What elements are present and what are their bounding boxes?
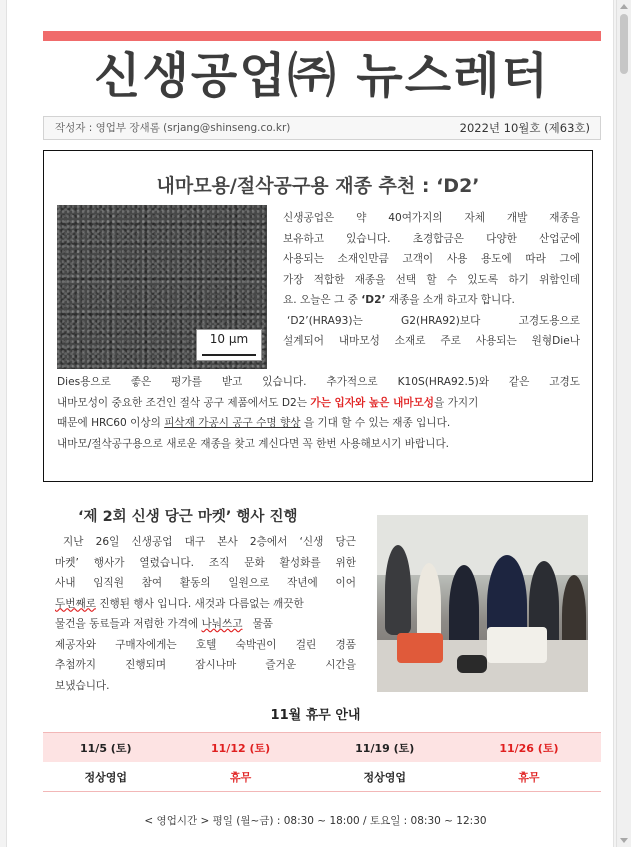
article-d2-text-full [57, 372, 580, 454]
scroll-up-icon[interactable] [620, 4, 628, 9]
text-line [55, 614, 356, 635]
holiday-status-row [43, 762, 601, 792]
holiday-date-cell: 11/12 (토) [169, 733, 313, 763]
text-line: 가장 적합한 재종을 선택 할 수 있도록 하기 위함인데 [283, 273, 580, 286]
text-line: 제공자와 구매자에게는 호텔 숙박권이 걸린 경품 [55, 638, 356, 651]
text-span: 을 가지기 [434, 396, 479, 409]
article-d2-text-wrap [283, 208, 580, 352]
text-line: Dies용으로 좋은 평가를 받고 있습니다. 추가적으로 K10S(HRA92.5)와 같은 고경도 [57, 376, 580, 388]
holiday-date-cell: 11/26 (토) [457, 733, 601, 763]
text-span: 요. 오늘은 그 중 [283, 294, 362, 306]
holiday-table [43, 732, 601, 792]
text-line: 신생공업은 약 40여가지의 자체 개발 재종을 [283, 212, 580, 224]
text-span: 때문에 HRC60 이상의 [57, 417, 165, 429]
newsletter-title: 신생공업㈜ 뉴스레터 [94, 48, 550, 104]
holiday-status-cell: 정상영업 [313, 762, 457, 792]
scrollbar-thumb[interactable] [620, 14, 628, 74]
text-line: 보유하고 있습니다. 초경합금은 다양한 산업군에 [283, 232, 580, 245]
text-line: 추첨까지 진행되며 잠시나마 즐거운 시간을 [55, 659, 356, 671]
text-span: 진행된 행사 입니다. 새것과 다름없는 깨끗한 [99, 597, 304, 610]
text-span: 내마모성이 중요한 조건인 절삭 공구 제품에서도 D2는 [57, 396, 311, 409]
wavy-text: 두번째로 [55, 597, 96, 610]
author-line: 작성자 : 영업부 장새롬 (srjang@shinseng.co.kr) [55, 122, 291, 134]
micrograph-image [57, 205, 267, 369]
text-line: 내마모/절삭공구용으로 새로운 재종을 찾고 계신다면 꼭 한번 사용해보시기 바랍니다. [57, 437, 450, 450]
wavy-text: 나눠쓰고 [201, 618, 243, 630]
article-market-title: ‘제 2회 신생 당근 마켓’ 행사 진행 [78, 509, 298, 525]
text-line: 마켓’ 행사가 열렸습니다. 조직 문화 활성화를 위한 [55, 556, 356, 569]
text-line [55, 594, 356, 615]
text-line: 사용되는 소재인만큼 고객이 사용 용도에 따라 그에 [283, 253, 580, 265]
holiday-heading: 11월 휴무 안내 [270, 708, 361, 723]
issue-number: 2022년 10월호 (제63호) [459, 121, 590, 135]
article-title: 내마모용/절삭공구용 재종 추천 : ‘D2’ [156, 175, 480, 197]
holiday-status-cell: 휴무 [169, 762, 313, 792]
text-span: 물건을 동료들과 저렴한 가격에 [55, 618, 199, 630]
text-span: 물품 [252, 618, 274, 630]
scale-bar-label [196, 329, 262, 361]
text-span: 재종을 소개 하고자 합니다. [385, 294, 515, 306]
scale-text: 10 μm [209, 332, 249, 346]
text-line: 지난 26일 신생공업 대구 본사 2층에서 ‘신생 당근 [63, 536, 356, 548]
text-line: 설계되어 내마모성 소재로 주로 사용되는 원형Die나 [283, 335, 580, 347]
text-line: ‘D2’(HRA93)는 G2(HRA92)보다 고경도용으로 [287, 314, 580, 327]
accent-bar [43, 31, 601, 41]
underlined-text: 피삭재 가공시 공구 수명 향상 [164, 417, 301, 429]
holiday-date-cell: 11/5 (토) [43, 733, 169, 763]
text-line [57, 393, 580, 414]
text-line: 사내 임직원 참여 활동의 일원으로 작년에 이어 [55, 577, 356, 589]
article-market-text [55, 532, 356, 696]
scale-bar [202, 354, 256, 356]
market-event-photo [377, 515, 588, 692]
d2-emphasis: ‘D2’ [361, 294, 386, 306]
business-hours: < 영업시간 > 평일 (월~금) : 08:30 ~ 18:00 / 토요일 : 08:30 ~ 12:30 [144, 815, 487, 827]
highlight-text: 가는 입자와 높은 내마모성 [310, 396, 435, 409]
text-line [57, 413, 580, 434]
text-line [283, 290, 580, 311]
holiday-status-cell: 정상영업 [43, 762, 169, 792]
meta-bar [43, 116, 601, 140]
text-span: 을 기대 할 수 있는 재종 입니다. [300, 417, 451, 429]
holiday-status-cell: 휴무 [457, 762, 601, 792]
text-line: 보냈습니다. [55, 679, 110, 692]
scroll-down-icon[interactable] [620, 838, 628, 843]
holiday-dates-row [43, 733, 601, 763]
holiday-date-cell: 11/19 (토) [313, 733, 457, 763]
